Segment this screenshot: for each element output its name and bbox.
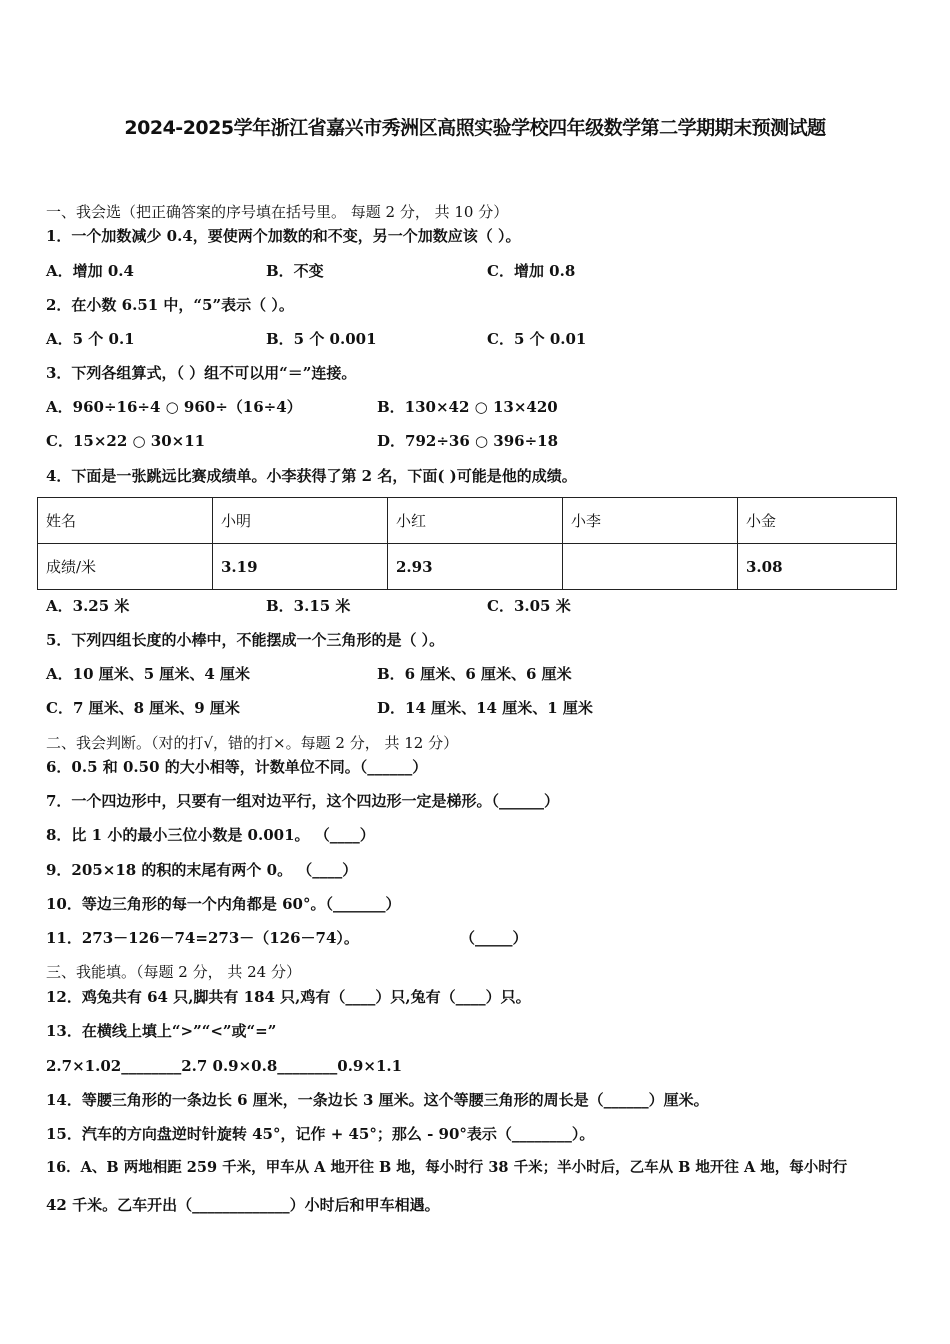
- question-2-option-a[interactable]: A．5 个 0.1: [46, 330, 135, 348]
- table-cell: 姓名: [38, 498, 213, 544]
- table-row: [38, 498, 897, 544]
- question-5-option-a[interactable]: A．10 厘米、5 厘米、4 厘米: [46, 665, 251, 683]
- question-5-stem: 5．下列四组长度的小棒中，不能摆成一个三角形的是（ ）。: [46, 631, 445, 649]
- table-cell: 小金: [738, 498, 897, 544]
- section-1-heading: 一、我会选（把正确答案的序号填在括号里。 每题 2 分， 共 10 分）: [46, 203, 509, 221]
- table-cell: 3.08: [738, 544, 897, 590]
- question-2-option-c[interactable]: C．5 个 0.01: [487, 330, 587, 348]
- question-3-option-c[interactable]: C．15×22 ○ 30×11: [46, 432, 206, 450]
- question-1-option-a[interactable]: A．增加 0.4: [46, 262, 134, 280]
- question-5-option-d[interactable]: D．14 厘米、14 厘米、1 厘米: [377, 699, 593, 717]
- table-cell: [563, 544, 738, 590]
- question-5-option-c[interactable]: C．7 厘米、8 厘米、9 厘米: [46, 699, 240, 717]
- question-10: 10．等边三角形的每一个内角都是 60°。（_______）: [46, 895, 401, 913]
- question-3-option-b[interactable]: B．130×42 ○ 13×420: [377, 398, 558, 416]
- table-row: [38, 544, 897, 590]
- question-3-option-d[interactable]: D．792÷36 ○ 396÷18: [377, 432, 559, 450]
- question-13-stem: 13．在横线上填上“>”“<”或“=”: [46, 1022, 277, 1040]
- table-cell: 2.93: [388, 544, 563, 590]
- question-11-answer-blank[interactable]: （_____）: [460, 929, 528, 947]
- question-7: 7．一个四边形中，只要有一组对边平行，这个四边形一定是梯形。（______）: [46, 792, 559, 810]
- question-4-option-b[interactable]: B．3.15 米: [266, 597, 351, 615]
- question-2-stem: 2．在小数 6.51 中，“5”表示（ ）。: [46, 296, 294, 314]
- question-1-option-b[interactable]: B．不变: [266, 262, 324, 280]
- question-14: 14．等腰三角形的一条边长 6 厘米，一条边长 3 厘米。这个等腰三角形的周长是（______）厘米。: [46, 1091, 709, 1109]
- question-8: 8．比 1 小的最小三位小数是 0.001。 （____）: [46, 826, 375, 844]
- question-4-option-a[interactable]: A．3.25 米: [46, 597, 130, 615]
- question-11-expression: 11．273－126－74=273－（126－74）。: [46, 929, 359, 947]
- question-15: 15．汽车的方向盘逆时针旋转 45°，记作 + 45°；那么 - 90°表示（________）。: [46, 1125, 595, 1143]
- table-cell: 小明: [213, 498, 388, 544]
- table-cell: 小李: [563, 498, 738, 544]
- score-table: [37, 497, 897, 590]
- question-4-stem: 4．下面是一张跳远比赛成绩单。小李获得了第 2 名，下面( )可能是他的成绩。: [46, 467, 577, 485]
- question-3-stem: 3．下列各组算式，（ ）组不可以用“＝”连接。: [46, 364, 357, 382]
- question-2-option-b[interactable]: B．5 个 0.001: [266, 330, 377, 348]
- table-cell: 成绩/米: [38, 544, 213, 590]
- table-cell: 3.19: [213, 544, 388, 590]
- question-1-option-c[interactable]: C．增加 0.8: [487, 262, 576, 280]
- question-16-line-2: 42 千米。乙车开出（_____________）小时后和甲车相遇。: [46, 1196, 440, 1214]
- question-9: 9．205×18 的积的末尾有两个 0。 （____）: [46, 861, 358, 879]
- section-3-heading: 三、我能填。（每题 2 分， 共 24 分）: [46, 963, 301, 981]
- table-cell: 小红: [388, 498, 563, 544]
- question-12: 12．鸡兔共有 64 只,脚共有 184 只,鸡有（____）只,兔有（____）只。: [46, 988, 531, 1006]
- question-1-stem: 1．一个加数减少 0.4，要使两个加数的和不变，另一个加数应该（ ）。: [46, 227, 521, 245]
- question-4-option-c[interactable]: C．3.05 米: [487, 597, 571, 615]
- question-5-option-b[interactable]: B．6 厘米、6 厘米、6 厘米: [377, 665, 572, 683]
- question-16-line-1: 16．A、B 两地相距 259 千米，甲车从 A 地开往 B 地，每小时行 38 千米；半小时后，乙车从 B 地开往 A 地，每小时行: [46, 1159, 848, 1176]
- section-2-heading: 二、我会判断。（对的打√，错的打×。每题 2 分， 共 12 分）: [46, 734, 459, 752]
- question-13-expressions: 2.7×1.02________2.7 0.9×0.8________0.9×1.1: [46, 1057, 403, 1075]
- question-6: 6．0.5 和 0.50 的大小相等，计数单位不同。（______）: [46, 758, 428, 776]
- page-title: 2024-2025学年浙江省嘉兴市秀洲区高照实验学校四年级数学第二学期期末预测试题: [124, 117, 826, 139]
- question-3-option-a[interactable]: A．960÷16÷4 ○ 960÷（16÷4）: [46, 398, 302, 416]
